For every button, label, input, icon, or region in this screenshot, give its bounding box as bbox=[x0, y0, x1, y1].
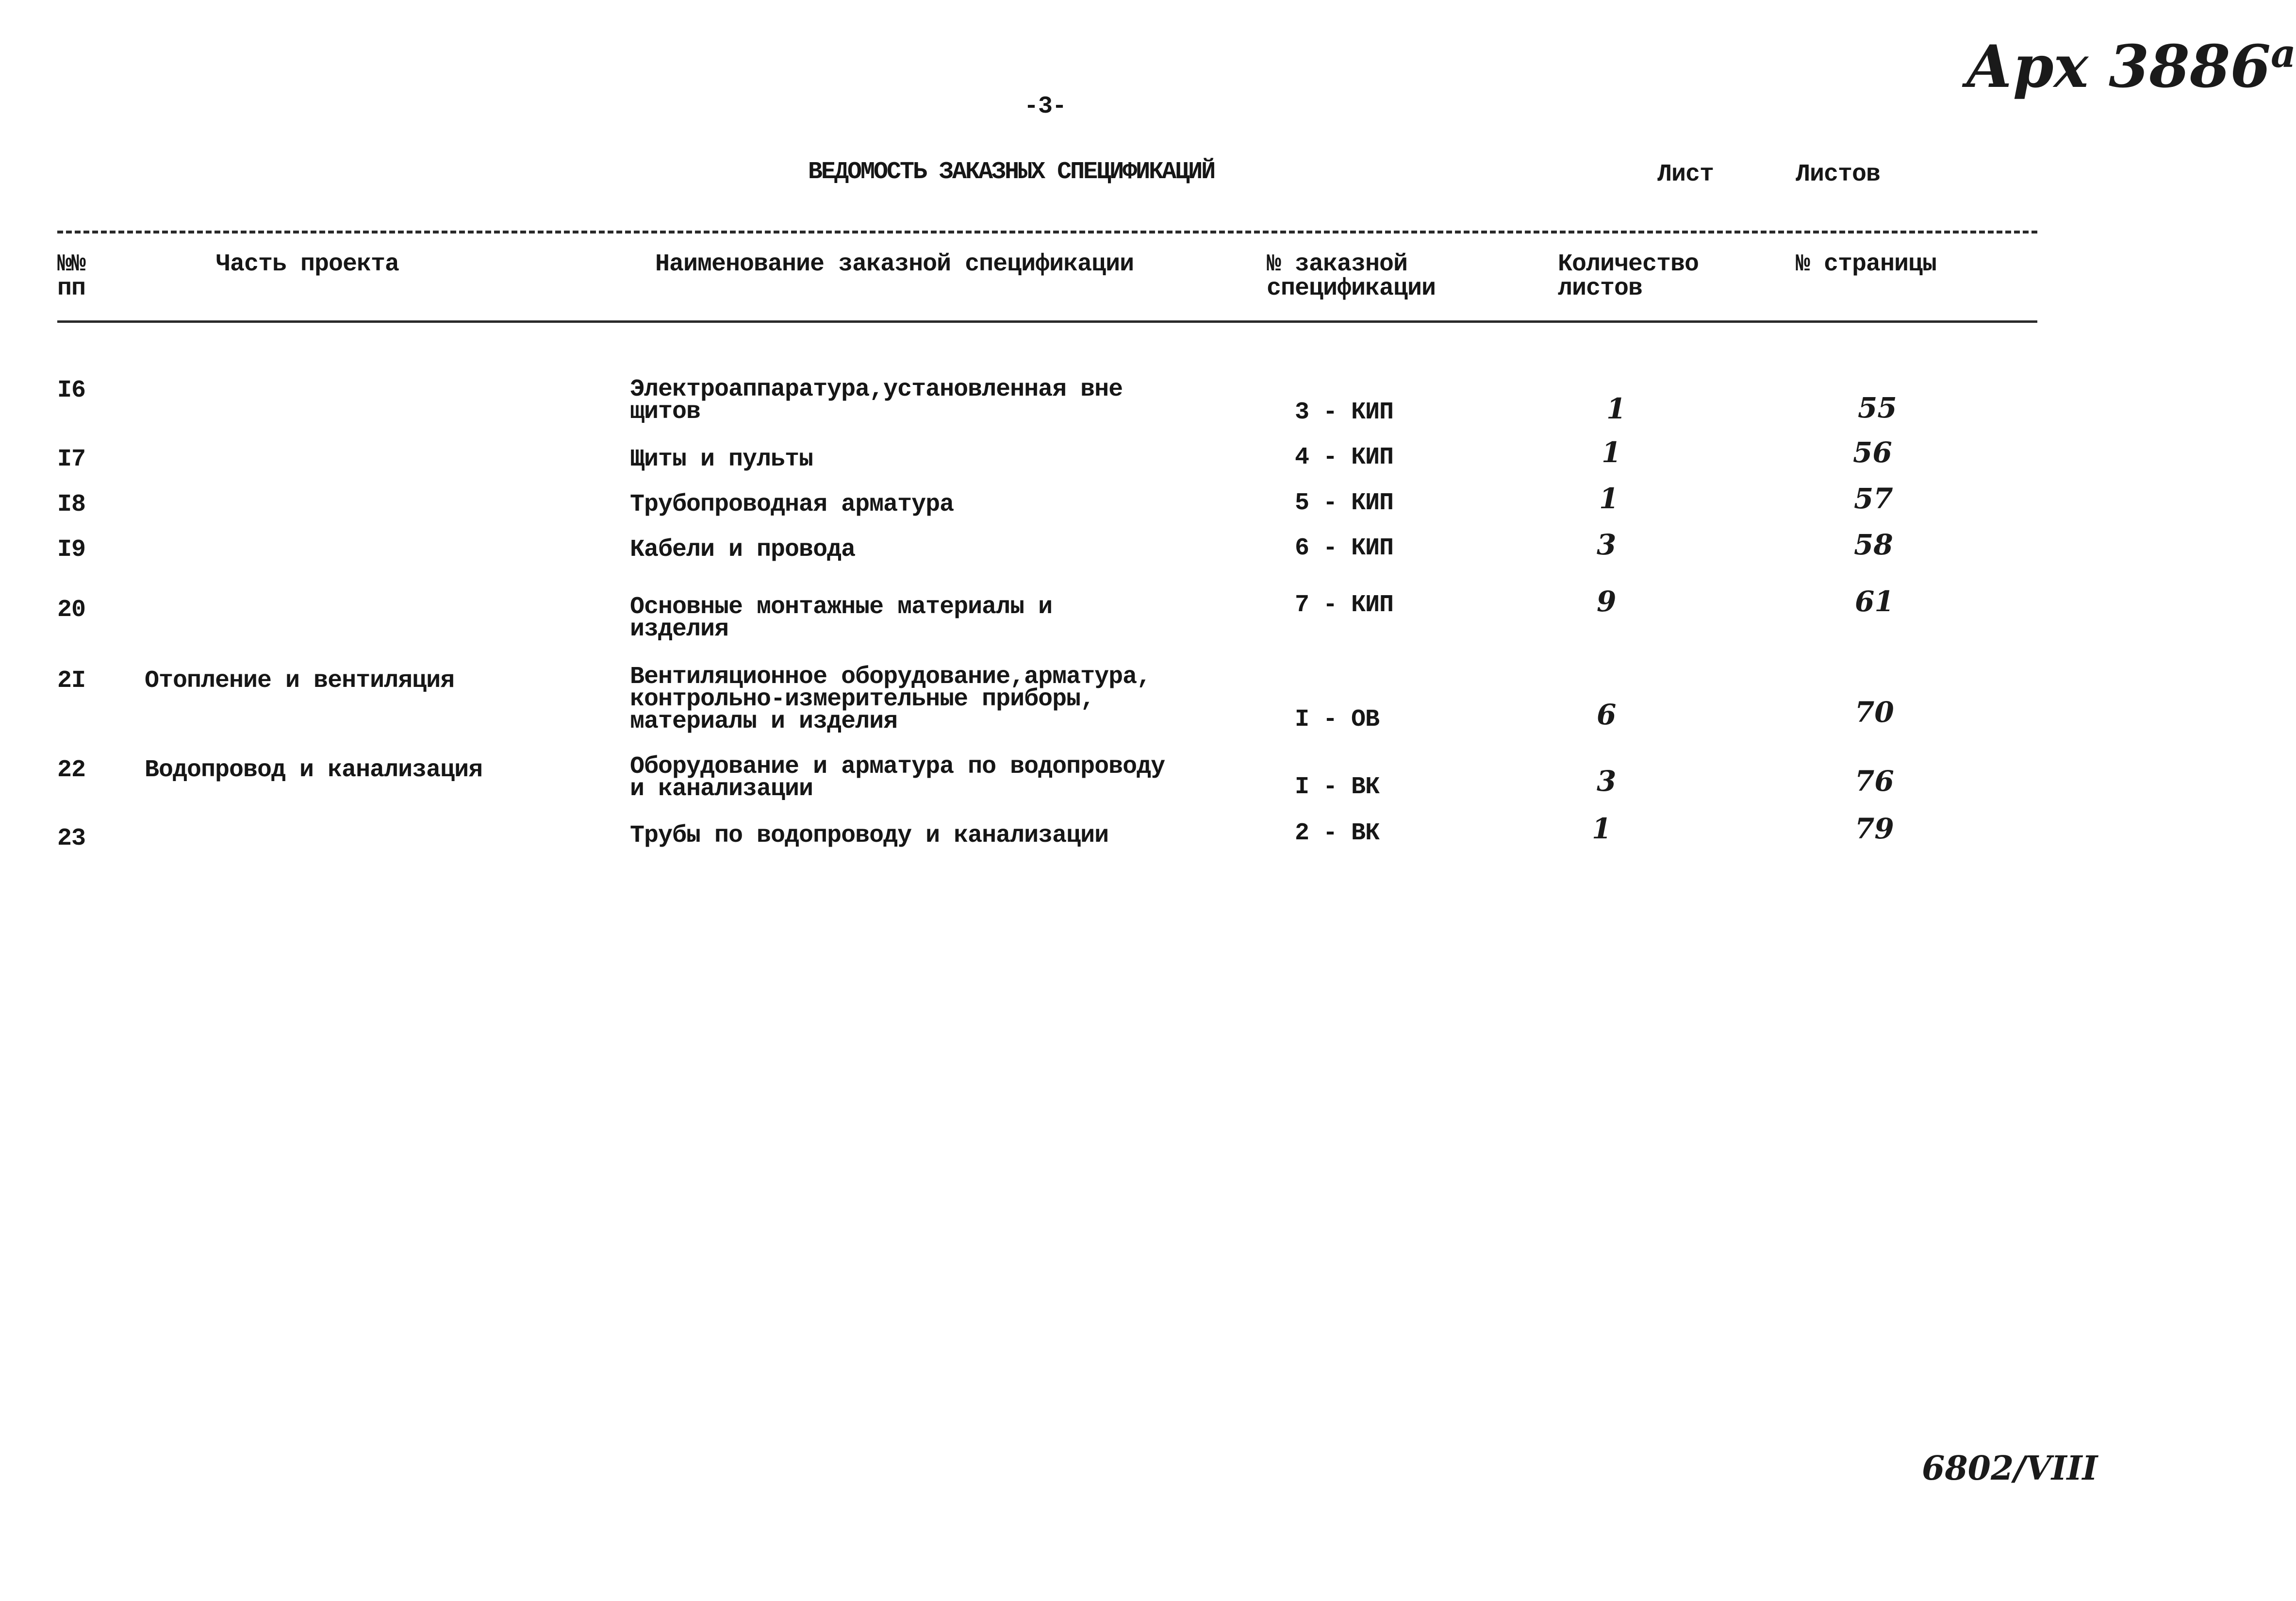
row-num: I6 bbox=[57, 377, 86, 404]
header-bottom-rule bbox=[57, 320, 2037, 323]
col-num-line1: №№ bbox=[57, 250, 86, 278]
row-page: 57 bbox=[1854, 482, 1893, 515]
row-num: 2I bbox=[57, 667, 86, 695]
page-marker: -3- bbox=[1024, 93, 1067, 120]
row-code: 3 - КИП bbox=[1295, 399, 1394, 426]
row-code: 6 - КИП bbox=[1295, 534, 1394, 562]
sheets-label: Листов bbox=[1796, 161, 1881, 188]
row-num: I9 bbox=[57, 536, 86, 564]
row-qty: 3 bbox=[1597, 765, 1617, 798]
row-qty: 1 bbox=[1592, 812, 1612, 845]
row-num: 22 bbox=[57, 756, 86, 784]
row-code: 4 - КИП bbox=[1295, 444, 1394, 471]
row-name-line: изделия bbox=[630, 616, 729, 643]
row-page: 55 bbox=[1858, 391, 1897, 424]
archive-mark-text: Арх 3886 bbox=[1966, 33, 2271, 101]
row-name-line: и канализации bbox=[630, 775, 813, 803]
archive-mark bbox=[1966, 19, 2296, 101]
row-code: I - ОВ bbox=[1295, 706, 1380, 734]
row-name-line: Электроаппаратура,установленная вне bbox=[630, 376, 1123, 403]
archive-mark-suffix: а bbox=[2270, 31, 2296, 76]
col-qty-header bbox=[1558, 252, 1699, 301]
col-qty-line2: листов bbox=[1558, 275, 1643, 302]
row-qty: 1 bbox=[1599, 482, 1619, 515]
row-name-line: щитов bbox=[630, 398, 701, 426]
col-part-header: Часть проекта bbox=[216, 250, 399, 278]
row-name-line: контрольно-измерительные приборы, bbox=[630, 685, 1095, 713]
row-name bbox=[630, 376, 1123, 426]
row-code: 5 - КИП bbox=[1295, 489, 1394, 517]
row-page: 76 bbox=[1855, 765, 1894, 798]
row-name: Трубы по водопроводу и канализации bbox=[630, 822, 1109, 850]
row-name-line: Оборудование и арматура по водопроводу bbox=[630, 753, 1165, 781]
col-name-header: Наименование заказной спецификации bbox=[655, 250, 1134, 278]
row-qty: 9 bbox=[1597, 585, 1617, 618]
col-num-line2: пп bbox=[57, 275, 86, 302]
col-code-line1: № заказной bbox=[1267, 250, 1408, 278]
row-code: I - ВК bbox=[1295, 773, 1380, 801]
col-num-header bbox=[57, 252, 85, 301]
row-page: 56 bbox=[1853, 436, 1892, 469]
row-page: 61 bbox=[1855, 585, 1894, 618]
row-qty: 3 bbox=[1597, 528, 1617, 561]
col-code-line2: спецификации bbox=[1267, 275, 1436, 302]
row-name-line: Вентиляционное оборудование,арматура, bbox=[630, 663, 1151, 691]
row-qty: 1 bbox=[1606, 392, 1626, 425]
row-qty: 6 bbox=[1597, 698, 1617, 731]
row-page: 58 bbox=[1854, 528, 1893, 561]
row-part: Отопление и вентиляция bbox=[145, 667, 455, 695]
row-name-line: материалы и изделия bbox=[630, 708, 898, 735]
row-name bbox=[630, 663, 1151, 735]
row-name: Кабели и провода bbox=[630, 536, 856, 564]
row-qty: 1 bbox=[1602, 436, 1621, 469]
row-code: 2 - ВК bbox=[1295, 819, 1380, 847]
row-page: 79 bbox=[1855, 812, 1894, 845]
row-name bbox=[630, 593, 1053, 643]
row-name bbox=[630, 753, 1165, 803]
row-part: Водопровод и канализация bbox=[145, 756, 483, 784]
sheet-label: Лист bbox=[1657, 161, 1714, 188]
row-name-line: Основные монтажные материалы и bbox=[630, 593, 1053, 621]
row-num: 23 bbox=[57, 825, 86, 852]
col-code-header bbox=[1267, 252, 1436, 301]
row-num: I7 bbox=[57, 446, 86, 473]
row-name: Щиты и пульты bbox=[630, 446, 813, 473]
col-page-header: № страницы bbox=[1796, 250, 1937, 278]
header-top-rule bbox=[57, 231, 2037, 233]
footer-mark: 6802/VIII bbox=[1922, 1449, 2098, 1488]
row-num: 20 bbox=[57, 596, 86, 624]
row-page: 70 bbox=[1855, 696, 1894, 729]
row-name: Трубопроводная арматура bbox=[630, 491, 954, 518]
doc-title: ВЕДОМОСТЬ ЗАКАЗНЫХ СПЕЦИФИКАЦИЙ bbox=[808, 158, 1215, 186]
col-qty-line1: Количество bbox=[1558, 250, 1699, 278]
row-num: I8 bbox=[57, 491, 86, 518]
row-code: 7 - КИП bbox=[1295, 591, 1394, 619]
